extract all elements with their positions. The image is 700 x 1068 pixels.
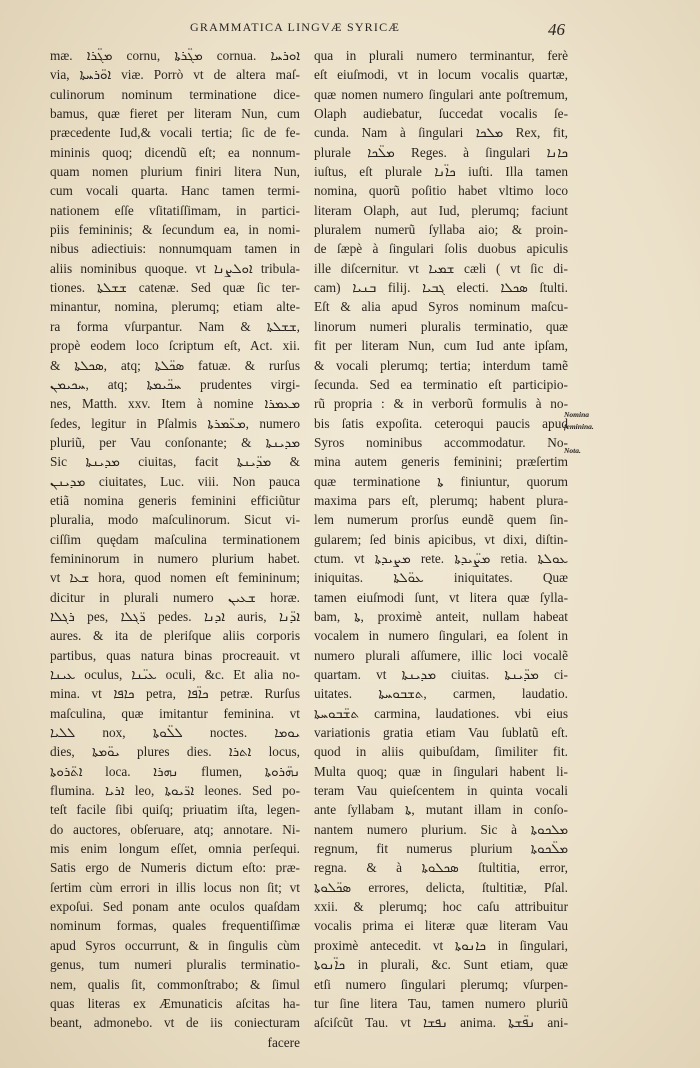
text-line: teſt facile ſibi quiſq; priuatim iſta, legen- bbox=[50, 802, 300, 818]
text-line: piis femininis; & ſecundum ea, in nomi- bbox=[50, 222, 300, 238]
text-line: nantem numero plurium. Sic à ܡܠܟܘܬܐ bbox=[314, 821, 568, 837]
text-line: linorum numeri pluralis terminatio, quæ bbox=[314, 318, 568, 334]
text-line: ctum. vt ܡܨܝܕܬܐ rete. ܡܨ̈ܝܕܬܐ retia. ܥܘܠܬܐ bbox=[314, 550, 569, 566]
text-line: mina. vt ܟܐܦܐ petra, ܟܐ̈ܦܐ petræ. Rurſus bbox=[50, 686, 300, 702]
text-line: Satis ergo de Numeris dictum eſto: præ- bbox=[50, 860, 300, 876]
text-line: femininorum in numero plurium habet. bbox=[50, 550, 300, 566]
text-line: ſertim cùm errori in illis locus non ſit; vt bbox=[50, 879, 300, 895]
text-line: eſt eiuſmodi, vt in locum vocalis quartæ, bbox=[314, 67, 568, 83]
text-line: quod in aliis quibuſdam, ſimiliter fit. bbox=[314, 744, 568, 760]
right-column bbox=[314, 46, 568, 1033]
text-line: lem numerum prorſus eundẽ quem ſin- bbox=[314, 512, 568, 528]
text-line: quæ terminatione ܬܐ finiuntur, quorum bbox=[314, 473, 568, 489]
text-line: ܡܕܝܢܢ ciuitates, Luc. viii. Non pauca bbox=[50, 473, 300, 489]
text-line: tur ſine litera Tau, tamen numero pluriũ bbox=[314, 995, 568, 1011]
text-line: pluriũ, per Vau conſonante; & ܡܕܝܢܬܐ bbox=[50, 434, 300, 450]
text-line: bam, ܬܐ, proximè anteit, nullam habeat bbox=[314, 608, 568, 624]
text-line: uitates. ܬܫܒܘܚܬܐ, carmen, laudatio. bbox=[314, 686, 568, 702]
text-line: partibus, quas natura binas procreauit. vt bbox=[50, 647, 300, 663]
text-line: iuſtus, eſt plurale ܟܐ̈ܢܐ iuſti. Illa tamen bbox=[314, 164, 568, 180]
left-column bbox=[50, 46, 300, 1052]
text-line: facere bbox=[267, 1034, 300, 1050]
text-line: teram Vau quieſcentem in quinta vocali bbox=[314, 783, 568, 799]
text-line: regnum, fit numerus plurium ܡܠ̈ܟܘܬܐ bbox=[314, 841, 568, 857]
text-line: Sic ܡܕܝܢܬܐ ciuitas, facit ܡܕ̈ܝܢܬܐ & bbox=[50, 454, 300, 470]
text-line: ciſſim quędam maſculina terminationem bbox=[50, 531, 300, 547]
text-line: nem, qualis ſit, commonſtrabo; & ſimul bbox=[50, 976, 300, 992]
text-line: apud Syros occurrunt, & in ſingulis cùm bbox=[50, 937, 300, 953]
text-line: etiã nomina generis feminini efficiũtur bbox=[50, 492, 300, 508]
text-line: numero plurali aſſumere, illic loci vocalẽ bbox=[314, 647, 568, 663]
text-line: Multa quoq; quæ in ſingulari habent li- bbox=[314, 763, 568, 779]
text-line: aures. & ita de pleriſque aliis corporis bbox=[50, 628, 300, 644]
text-line: & ܣܟܠܬܐ, atq; ܣܟ̈ܠܬܐ fatuæ. & rurſus bbox=[50, 357, 301, 373]
text-line: nominum formas, quales frequentiſſimæ bbox=[50, 918, 300, 934]
text-line: ille diſcernitur. vt ܫܡܝܐ cæli ( vt ſic di- bbox=[314, 260, 568, 276]
text-line: cum vocali quarta. Hanc tamen termi- bbox=[50, 183, 300, 199]
text-line: tiones. ܫܫܠܬܐ catenæ. Sed quæ ſic ter- bbox=[50, 280, 300, 296]
text-line: ܬܫ̈ܒܘܚܬܐ carmina, laudationes. vbi eius bbox=[314, 705, 568, 721]
text-line: xxii. & plerumq; hoc caſu attribuitur bbox=[314, 899, 568, 915]
text-line: quam nomen plurium finiri litera Nun, bbox=[50, 164, 300, 180]
running-title: GRAMMATICA LINGVÆ SYRICÆ bbox=[190, 20, 401, 34]
text-line: plurale ܡܠ̈ܟܐ Reges. à ſingulari ܟܐܢܐ bbox=[314, 144, 568, 160]
text-line: dicitur in plurali numero ܫܥܝܢ horæ. bbox=[50, 589, 300, 605]
text-line: aliis nominibus quoque. vt ܐܘܠܨܢܐ tribula- bbox=[50, 260, 300, 276]
text-line: vocalem in numero ſingulari, ea ſolent in bbox=[314, 628, 568, 644]
text-line: ſedes, legitur in Pſalmis ܡܥ̈ܡܪܬܐ, numero bbox=[50, 415, 300, 431]
text-line: tamen eiuſmodi ſunt, vt litera quæ ſylla- bbox=[314, 589, 568, 605]
page-number: 46 bbox=[548, 20, 565, 39]
text-line: ܐܬ̈ܪܘܬܐ loca. ܢܗܪܐ flumen, ܢܗ̈ܪܘܬܐ bbox=[50, 763, 300, 779]
text-line: maſculina, quæ imitantur feminina. vt bbox=[50, 705, 300, 721]
text-line: flumina. ܐܪܝܐ leo, ܐܪ̈ܝܘܬܐ leones. Sed po- bbox=[50, 783, 300, 799]
text-line: qua in plurali numero terminantur, ferè bbox=[314, 48, 568, 63]
text-line: minantur, nomina, plerumq; etiam alte- bbox=[50, 299, 300, 315]
text-line: nationem eſſe vſitatiſſimam, in partici- bbox=[50, 202, 300, 218]
text-line: & vocali plerumq; tertia; interdum tamẽ bbox=[314, 357, 568, 373]
text-line: fit per literam Nun, cum Iud ante ipſam, bbox=[314, 338, 568, 354]
text-line: mæ. ܡܓ̈ܪܐ cornu, ܡܓ̈ܪܬܐ cornua. ܐܘܪܚܐ bbox=[50, 48, 300, 63]
text-line: dies, ܝܘ̈ܡܬܐ plures dies. ܐܬܪܐ locus, bbox=[50, 744, 300, 760]
text-line: bis ſatis expoſita. ceteroqui paucis apud bbox=[314, 415, 568, 431]
text-line: nes, Matth. xxv. Item à nomine ܡܥܡܪܐ bbox=[50, 396, 300, 412]
text-line: variationis gratia etiam Vau ſublatũ eſt. bbox=[314, 725, 568, 741]
text-line: nomina, quorũ poſitio habet vltimo loco bbox=[314, 183, 568, 199]
text-line: Eſt & alia apud Syros nominum maſcu- bbox=[314, 299, 568, 315]
text-line: gularem; ſed binis apicibus, vt dixi, diſtin- bbox=[314, 531, 568, 547]
text-line: aſciſcũt Tau. vt ܢܦܫܐ anima. ܢܦ̈ܫܬܐ ani- bbox=[314, 1015, 569, 1031]
text-line: quæ nomen numero ſingulari ante poſtremum, bbox=[314, 86, 568, 102]
text-line: expoſui. Sed ponam ante oculos quaſdam bbox=[50, 899, 300, 915]
text-line: ܠܠܝܐ nox, ܠܠ̈ܘܬܐ noctes. ܝܘܡܐ bbox=[50, 725, 300, 741]
text-line: literam Olaph, aut Iud, plerumq; faciunt bbox=[314, 202, 568, 218]
text-line: maxima pars eſt, plerumq; habent plura- bbox=[314, 492, 568, 508]
text-line: quas literas ex Æmunaticis aſcitas ha- bbox=[50, 995, 300, 1011]
text-line: bamus, quæ fieret per literam Nun, cum bbox=[50, 106, 300, 122]
text-line: etſi numero ſingulari plerumq; vſurpen- bbox=[314, 976, 568, 992]
text-line: ante ſyllabam ܬܐ, mutant illam in conſo- bbox=[314, 802, 568, 818]
text-line: quartam. vt ܡܕܝܢܬܐ ciuitas. ܡܕ̈ܝܢܬܐ ci- bbox=[314, 667, 568, 682]
text-line: genus, tum numeri pluralis terminatio- bbox=[50, 957, 300, 973]
text-line: regna. & à ܣܟܠܘܬܐ ſtultitia, error, bbox=[314, 860, 568, 876]
margin-note: Nomina bbox=[564, 410, 590, 419]
text-line: ra forma vſurpantur. Nam & ܫܫܠܬܐ, bbox=[50, 318, 300, 334]
text-line: proximè antecedit. vt ܟܐܢܘܬܐ in ſingulari, bbox=[314, 937, 568, 953]
text-line: pluralem numerũ ſyllaba aio; & proin- bbox=[314, 222, 568, 238]
text-line: cam) ܒܢܝܐ filij. ܓܒܝܐ electi. ܣܟܠܐ ſtulti. bbox=[314, 280, 568, 296]
text-line: ܟܐ̈ܢܘܬܐ in plurali, &c. Sunt etiam, quæ bbox=[314, 957, 568, 973]
text-line: vocalis prima ei literæ quæ literam Vau bbox=[314, 918, 568, 934]
text-line: mina autem generis feminini; præſertim bbox=[314, 454, 568, 470]
text-line: ܣܟ̈ܠܘܬܐ errores, delicta, ſtultitiæ, Pſal. bbox=[314, 879, 568, 895]
text-line: Olaph audiebatur, ſuccedat vocalis ſe- bbox=[314, 106, 568, 122]
text-line: ܥܝܢܐ oculus, ܥܝ̈ܢܐ oculi, &c. Et alia no- bbox=[50, 667, 300, 682]
text-line: via, ܐܘ̈ܪܚܬܐ viæ. Porrò vt de altera maſ- bbox=[50, 67, 300, 83]
text-line: ſecunda. Sed ea terminatio eſt participio- bbox=[314, 376, 568, 392]
text-line: pluralia, modo maſculinorum. Sicut vi- bbox=[50, 512, 300, 528]
margin-note: Nota. bbox=[564, 446, 581, 455]
text-line: vt ܫܥܐ hora, quod nomen eſt femininum; bbox=[50, 570, 300, 586]
text-line: beant, admonebo. vt de iis coniecturam bbox=[50, 1015, 300, 1031]
text-line: Syros nominibus accommodatur. No- bbox=[314, 434, 568, 450]
text-line: ܪܓܠܐ pes, ܪ̈ܓܠܐ pedes. ܐܕܢܐ auris, ܐܕ̈ܢܐ bbox=[50, 608, 300, 624]
text-line: do auctores, obſeruare, atq; annotare. Ni- bbox=[50, 821, 300, 837]
margin-note: feminina. bbox=[564, 422, 594, 431]
text-line: culinorum nominum terminatione dice- bbox=[50, 86, 300, 102]
text-line: de ſæpè à ſingulari ſolis duobus apiculis bbox=[314, 241, 568, 257]
text-line: propè eodem loco ſcriptum eſt, Act. xii. bbox=[50, 338, 300, 354]
text-line: præcedente Iud,& vocali tertia; ſic de fe- bbox=[50, 125, 300, 141]
text-line: mis enim longum eſſet, omnia perſequi. bbox=[50, 841, 300, 857]
text-line: mininis quoq; dicendũ eſt; ea nonnum- bbox=[50, 144, 300, 160]
text-line: cunda. Nam à ſingulari ܡܠܟܐ Rex, fit, bbox=[314, 125, 568, 141]
text-line: iniquitas. ܥܘ̈ܠܬܐ iniquitates. Quæ bbox=[314, 570, 568, 586]
text-line: nibus adiectiuis: nonnumquam tamen in bbox=[50, 241, 300, 257]
text-line: ܚܟܝܡܢ, atq; ܚܟ̈ܝܡܬܐ prudentes virgi- bbox=[50, 376, 300, 392]
text-line: rũ propria : & in verborũ formulis à no- bbox=[314, 396, 568, 412]
